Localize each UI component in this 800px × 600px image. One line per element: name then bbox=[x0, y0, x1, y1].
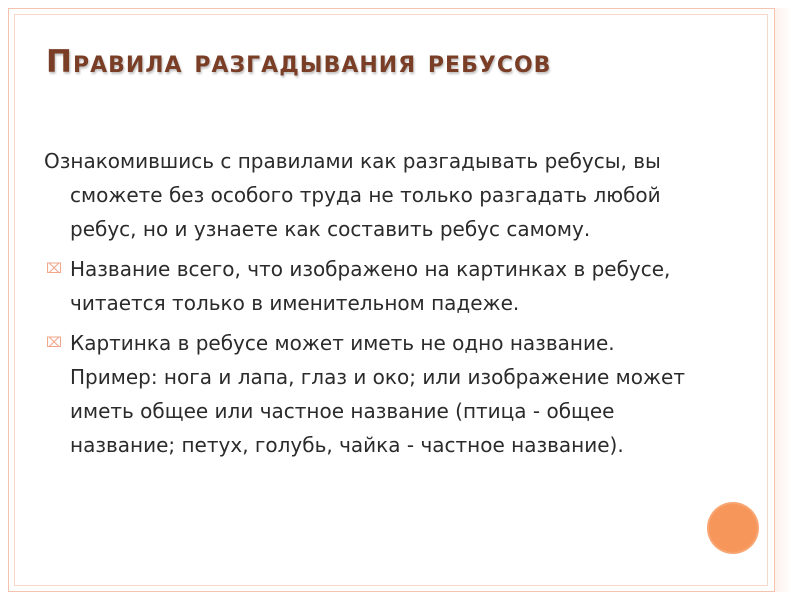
bullet-item-nominative-case bbox=[44, 252, 704, 320]
bullet-text: Картинка в ребусе может иметь не одно название. Пример: нога и лапа, глаз и око; или изображение может иметь общее или частное название (птица - общее название; петух, голубь, чайка - частное название). bbox=[70, 331, 685, 457]
slide-body bbox=[44, 144, 704, 468]
slide-title: Правила разгадывания ребусов bbox=[46, 44, 552, 80]
decorative-orange-circle bbox=[707, 502, 759, 554]
slide-frame-right-band bbox=[774, 8, 792, 592]
bullet-icon: ⌧ bbox=[46, 261, 63, 277]
bullet-icon: ⌧ bbox=[46, 335, 63, 351]
intro-paragraph: Ознакомившись с правилами как разгадывать ребусы, вы сможете без особого труда не только разгадать любой ребус, но и узнаете как составить ребус самому. bbox=[44, 149, 661, 241]
bullet-item-multiple-names bbox=[44, 326, 704, 462]
bullet-text: Название всего, что изображено на картинках в ребусе, читается только в именительном падеже. bbox=[70, 257, 671, 315]
